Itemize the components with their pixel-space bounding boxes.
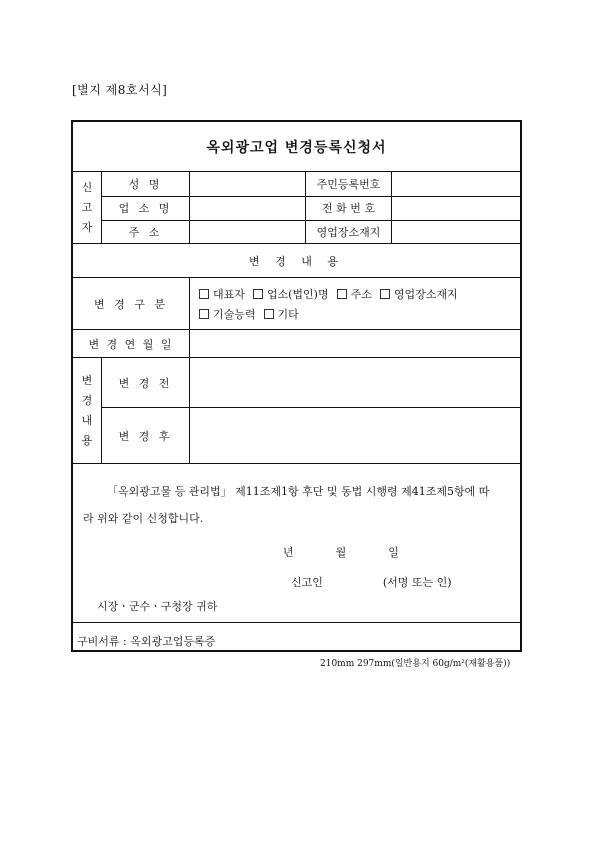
- change-date-field[interactable]: [190, 330, 520, 358]
- statement-line: 라 위와 같이 신청합니다.: [83, 512, 204, 525]
- checkbox-icon: [337, 289, 347, 299]
- before-change-field[interactable]: [190, 358, 520, 407]
- option-office-location[interactable]: 영업장소재지: [380, 286, 458, 302]
- applicant-char: 신: [81, 181, 93, 194]
- business-name-field[interactable]: [190, 196, 305, 220]
- option-representative[interactable]: 대표자: [199, 286, 245, 302]
- paper-spec-footer: 210mm 297mm(일반용지 60g/m²(재활용품)): [320, 659, 511, 669]
- address-label: 주 소: [128, 226, 163, 239]
- name-field[interactable]: [190, 172, 305, 196]
- recipient: 시장ㆍ군수ㆍ구청장 귀하: [97, 600, 218, 613]
- applicant-sign-label: 신고인: [291, 576, 323, 589]
- checkbox-icon: [264, 309, 274, 319]
- title-row: [73, 122, 520, 172]
- change-date-label: 변 경 연 월 일: [88, 338, 174, 351]
- resident-number-label: 주민등록번호: [316, 178, 381, 191]
- applicant-signature: [291, 574, 452, 590]
- option-other[interactable]: 기타: [264, 306, 299, 322]
- checkbox-icon: [253, 289, 263, 299]
- change-type-options: [199, 278, 512, 329]
- content-char: 경: [81, 394, 93, 407]
- required-documents: 구비서류 : 옥외광고업등록증: [77, 635, 216, 648]
- change-content-row: [73, 358, 520, 464]
- checkbox-icon: [199, 309, 209, 319]
- change-header: 변 경 내 용: [249, 255, 344, 268]
- content-char: 내: [81, 414, 93, 427]
- month-label: 월: [335, 546, 347, 559]
- resident-number-field[interactable]: [392, 172, 520, 196]
- phone-field[interactable]: [392, 196, 520, 220]
- statement-line: 「옥외광고물 등 관리법」 제11조제1항 후단 및 동법 시행령 제41조제5항에 따: [107, 485, 490, 498]
- after-change-field[interactable]: [190, 408, 520, 464]
- change-content-side-label: [73, 358, 101, 464]
- office-location-label: 영업장소재지: [316, 226, 381, 239]
- option-technical-capacity[interactable]: 기술능력: [199, 306, 256, 322]
- change-header-row: [73, 244, 520, 278]
- change-date-row: [73, 330, 520, 358]
- office-location-field[interactable]: [392, 220, 520, 244]
- before-change-label: 변 경 전: [118, 376, 173, 390]
- change-type-label: 변 경 구 분: [94, 298, 168, 311]
- business-name-label: 업 소 명: [118, 202, 173, 215]
- content-char: 용: [81, 434, 93, 447]
- year-label: 년: [283, 546, 294, 559]
- content-char: 변: [81, 374, 93, 387]
- address-field[interactable]: [190, 220, 305, 244]
- applicant-side-label: [73, 172, 101, 244]
- option-address[interactable]: 주소: [337, 286, 372, 302]
- change-type-row: [73, 278, 520, 330]
- day-label: 일: [388, 546, 399, 559]
- form-number-label: [별지 제8호서식]: [72, 83, 168, 97]
- application-form: [71, 120, 522, 652]
- application-statement: [83, 478, 510, 532]
- checkbox-icon: [199, 289, 209, 299]
- applicant-char: 고: [81, 201, 93, 214]
- form-title: 옥외광고업 변경등록신청서: [206, 140, 387, 156]
- after-change-label: 변 경 후: [118, 430, 173, 443]
- signature-note: (서명 또는 인): [382, 576, 452, 589]
- phone-label: 전 화 번 호: [322, 202, 375, 215]
- name-label: 성 명: [128, 178, 163, 191]
- option-business-name[interactable]: 업소(법인)명: [253, 286, 329, 302]
- applicant-char: 자: [81, 221, 93, 234]
- application-date: [283, 544, 399, 560]
- applicant-section: [73, 172, 520, 244]
- checkbox-icon: [380, 289, 390, 299]
